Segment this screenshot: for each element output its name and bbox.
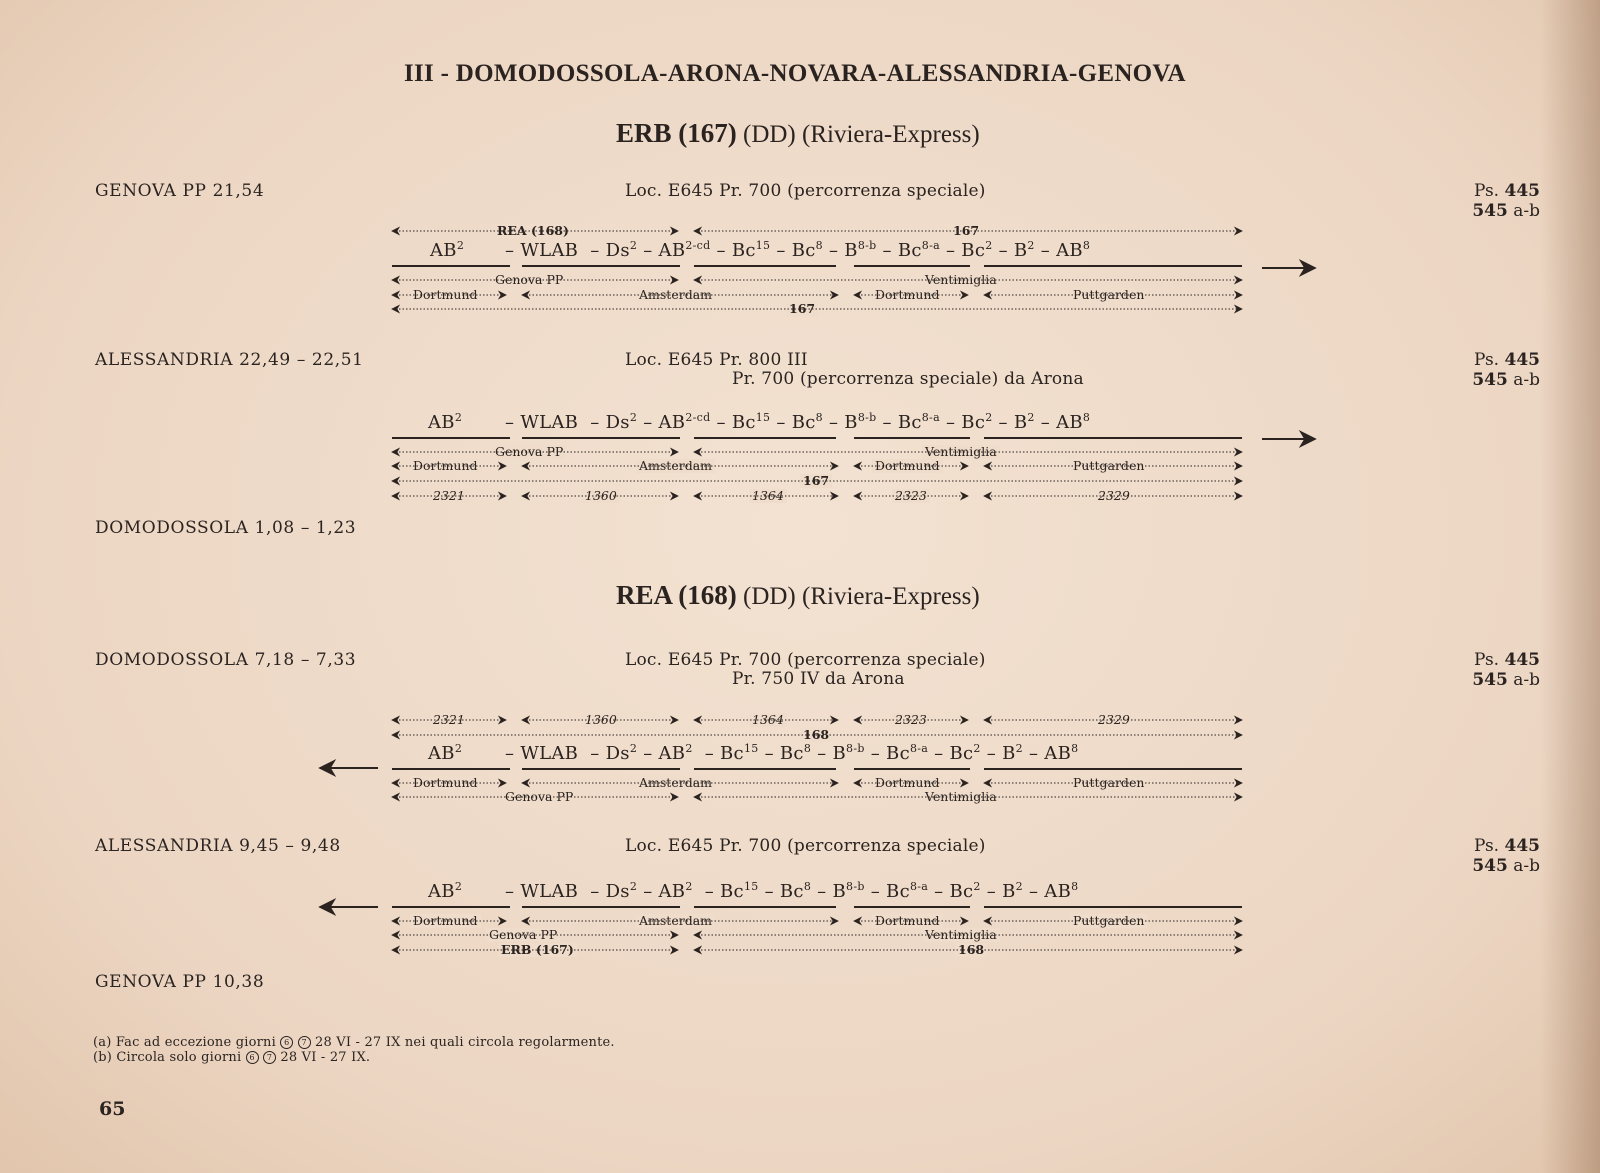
label-ventimiglia: Ventimiglia — [922, 273, 1000, 287]
erb-ps-2: Ps. 445 545 a-b — [1472, 350, 1540, 390]
rea-cars-2b: – WLAB – $Ds^2 - AB^2 - Bc^{15} - Bc^8 - B^{8-b} - Bc^{8-a} - Bc^2 - B^2 - AB^8$ — [505, 880, 1079, 902]
day-6-icon: 6 — [280, 1036, 293, 1049]
car-ds2: – Ds$^2$ — [590, 239, 638, 261]
label-dortmund: Dortmund — [872, 459, 943, 473]
car-wlab: – WLAB — [505, 240, 579, 261]
label-ventimiglia: Ventimiglia — [922, 928, 1000, 942]
label-dortmund: Dortmund — [410, 459, 481, 473]
label-dortmund: Dortmund — [872, 914, 943, 928]
erb-loc-1: Loc. E645 Pr. 700 (percorrenza speciale) — [625, 181, 986, 201]
rea-cars-1b: – WLAB – $Ds^2 - AB^2 - Bc^{15} - Bc^8 - B^{8-b} - Bc^{8-a} - Bc^2 - B^2 - AB^8$ — [505, 742, 1079, 764]
erb-loc-2a: Loc. E645 Pr. 800 III — [625, 350, 808, 370]
footnote-b: (b) Circola solo giorni 6 7 28 VI - 27 IX. — [93, 1050, 371, 1065]
ps-suffix: a-b — [1513, 201, 1540, 221]
rea-cars-1: $AB^2$ — [428, 742, 463, 764]
rea-heading-train: REA (168) — [616, 580, 737, 610]
rea-cars-2: $AB^2$ — [428, 880, 463, 902]
day-6-icon: 6 — [246, 1051, 259, 1064]
car-bc15: – Bc$^{15}$ — [716, 239, 771, 261]
car-ab8: – $AB^8$ — [1040, 239, 1091, 261]
label-puttgarden: Puttgarden — [1070, 459, 1147, 473]
page-number: 65 — [99, 1098, 126, 1120]
label-genova-pp: Genova PP — [492, 273, 566, 287]
label-genova-pp: Genova PP — [492, 445, 566, 459]
label-1364: 1364 — [749, 713, 787, 727]
label-dortmund: Dortmund — [410, 914, 481, 928]
ps-value-445: 445 — [1504, 181, 1540, 201]
page-title: III - DOMODOSSOLA-ARONA-NOVARA-ALESSANDRIA-GENOVA — [404, 60, 1186, 87]
rea-station-3: GENOVA PP 10,38 — [95, 972, 265, 992]
label-dortmund: Dortmund — [410, 288, 481, 302]
label-2321: 2321 — [430, 489, 468, 503]
label-2321: 2321 — [430, 713, 468, 727]
label-amsterdam: Amsterdam — [636, 288, 715, 302]
label-dortmund: Dortmund — [872, 288, 943, 302]
label-amsterdam: Amsterdam — [636, 914, 715, 928]
label-puttgarden: Puttgarden — [1070, 776, 1147, 790]
car-bc2: – Bc$^2$ — [945, 239, 993, 261]
rea-station-2: ALESSANDRIA 9,45 – 9,48 — [95, 836, 341, 856]
erb-cars-2b: – WLAB – $Ds^2 - AB^{2-cd} - Bc^{15} - Bc^8 - B^{8-b} - Bc^{8-a} - Bc^2 - B^2 - AB^8$ — [505, 411, 1091, 433]
car-b2: – $B^2$ — [998, 239, 1035, 261]
label-ventimiglia: Ventimiglia — [922, 445, 1000, 459]
label-genova-pp: Genova PP — [486, 928, 560, 942]
erb-loc-2b: Pr. 700 (percorrenza speciale) da Arona — [732, 369, 1084, 389]
label-erb167: ERB (167) — [498, 943, 577, 957]
car-bc8a: – Bc$^{8-a}$ — [882, 239, 940, 261]
erb-heading-train: ERB (167) — [616, 118, 737, 148]
erb-cars-2: $AB^2$ — [428, 411, 463, 433]
label-168: 168 — [955, 943, 987, 957]
erb-station-1: GENOVA PP 21,54 — [95, 181, 265, 201]
label-dortmund: Dortmund — [410, 776, 481, 790]
erb-station-2: ALESSANDRIA 22,49 – 22,51 — [95, 350, 364, 370]
label-puttgarden: Puttgarden — [1070, 914, 1147, 928]
erb-station-3: DOMODOSSOLA 1,08 – 1,23 — [95, 518, 357, 538]
ps-value-545: 545 — [1472, 201, 1508, 221]
label-1360: 1360 — [582, 489, 620, 503]
erb-heading-rest: (DD) (Riviera-Express) — [736, 121, 980, 148]
label-167: 167 — [800, 474, 832, 488]
rea-heading-rest: (DD) (Riviera-Express) — [736, 583, 980, 610]
label-puttgarden: Puttgarden — [1070, 288, 1147, 302]
car-b8b: – $B^{8-b}$ — [828, 239, 877, 261]
rea-ps-2: Ps. 445 545 a-b — [1472, 836, 1540, 876]
label-2329: 2329 — [1095, 489, 1133, 503]
footnote-a: (a) Fac ad eccezione giorni 6 7 28 VI - 27 IX nei quali circola regolarmente. — [93, 1035, 615, 1050]
label-amsterdam: Amsterdam — [636, 459, 715, 473]
label-168: 168 — [800, 728, 832, 742]
car-ab2: $AB^2$ — [430, 239, 465, 261]
label-1364: 1364 — [749, 489, 787, 503]
rea-loc-1a: Loc. E645 Pr. 700 (percorrenza speciale) — [625, 650, 986, 670]
label-1360: 1360 — [582, 713, 620, 727]
day-7-icon: 7 — [298, 1036, 311, 1049]
label-2323: 2323 — [892, 713, 930, 727]
label-dortmund: Dortmund — [872, 776, 943, 790]
rea-loc-1b: Pr. 750 IV da Arona — [732, 669, 905, 689]
label-amsterdam: Amsterdam — [636, 776, 715, 790]
label-167: 167 — [786, 302, 818, 316]
rea-station-1: DOMODOSSOLA 7,18 – 7,33 — [95, 650, 357, 670]
label-2329: 2329 — [1095, 713, 1133, 727]
rea-ps-1: Ps. 445 545 a-b — [1472, 650, 1540, 690]
label-2323: 2323 — [892, 489, 930, 503]
car-bc8: – Bc$^8$ — [776, 239, 823, 261]
label-167: 167 — [950, 224, 982, 238]
ps-prefix: Ps. — [1473, 181, 1500, 201]
day-7-icon: 7 — [263, 1051, 276, 1064]
label-rea168: REA (168) — [494, 224, 572, 238]
label-ventimiglia: Ventimiglia — [922, 790, 1000, 804]
label-genova-pp: Genova PP — [502, 790, 576, 804]
rea-loc-2: Loc. E645 Pr. 700 (percorrenza speciale) — [625, 836, 986, 856]
car-ab2cd: – $AB^{2-cd}$ — [643, 239, 711, 261]
